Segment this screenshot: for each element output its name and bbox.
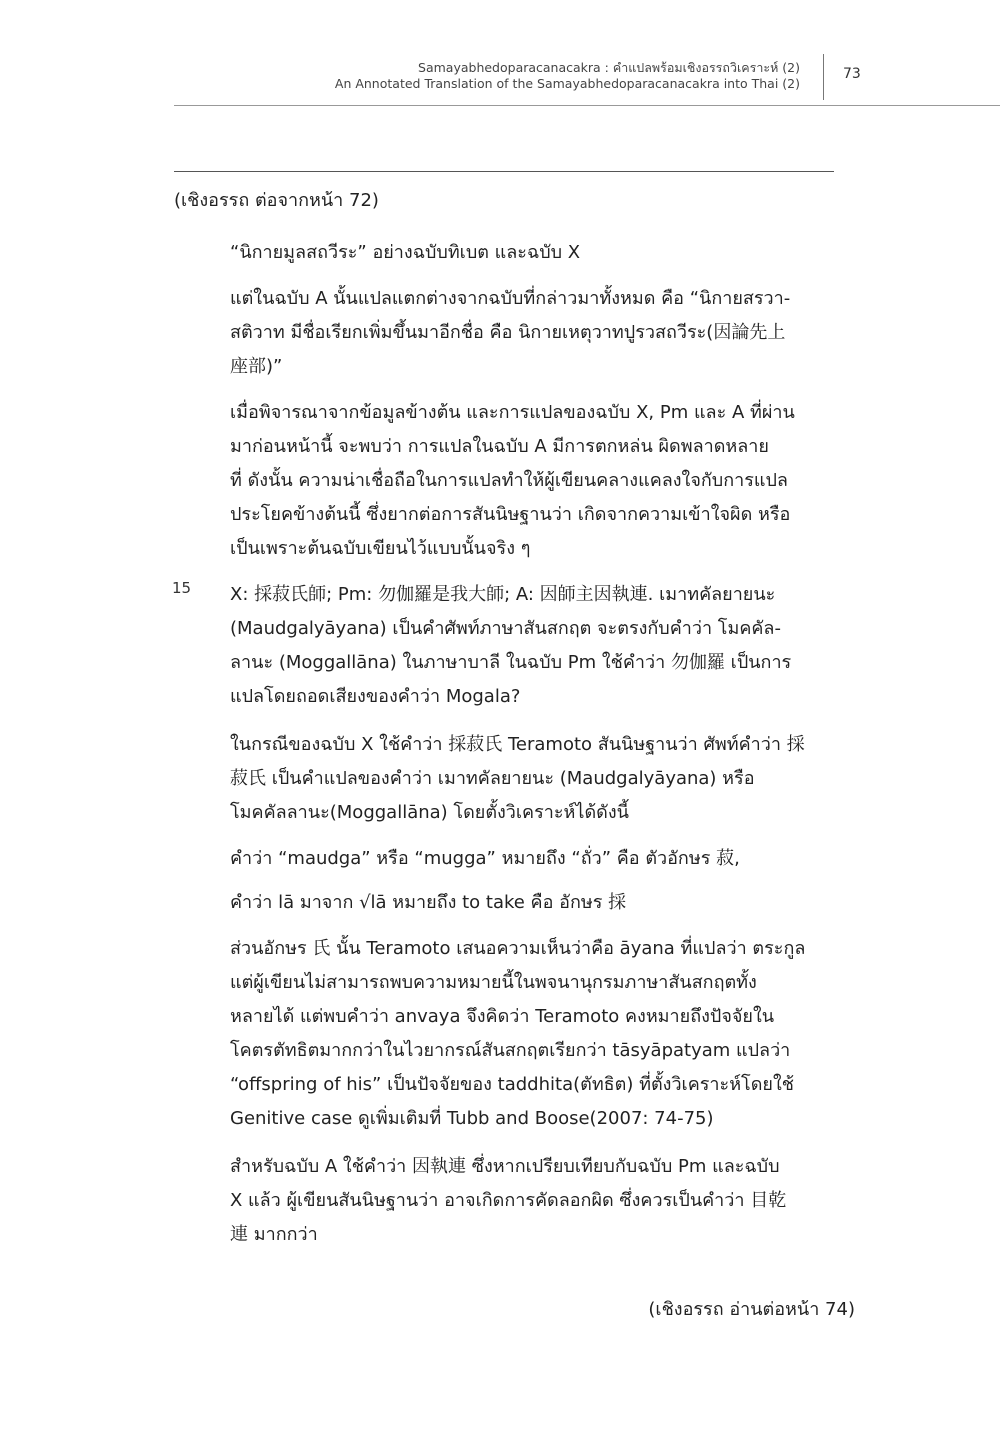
text-line: แปลโดยถอดเสียงของคำว่า Mogala? xyxy=(230,686,521,707)
text-line: เป็นเพราะต้นฉบับเขียนไว้แบบนั้นจริง ๆ xyxy=(230,538,531,559)
footnote-continued-next: (เชิงอรรถ อ่านต่อหน้า 74) xyxy=(648,1299,855,1320)
text-line: 座部)” xyxy=(230,356,283,377)
footnote-paragraph xyxy=(230,396,860,566)
footnote-rule xyxy=(174,171,834,172)
text-line: คำว่า lā มาจาก √lā หมายถึง to take คือ อักษร 採 xyxy=(230,892,627,913)
page-number: 73 xyxy=(843,66,861,82)
text-line: 菽氏 เป็นคำแปลของคำว่า เมาทคัลยายนะ (Maudgalyāyana) หรือ xyxy=(230,768,755,789)
text-line: สำหรับฉบับ A ใช้คำว่า 因執連 ซึ่งหากเปรียบเทียบกับฉบับ Pm และฉบับ xyxy=(230,1156,780,1177)
footnote-paragraph xyxy=(230,236,860,270)
text-line: แต่ผู้เขียนไม่สามารถพบความหมายนี้ในพจนานุกรมภาษาสันสกฤตทั้ง xyxy=(230,972,757,993)
footnote-paragraph xyxy=(230,578,860,714)
text-line: โคตรตัทธิตมากกว่าในไวยากรณ์สันสกฤตเรียกว่า tāsyāpatyam แปลว่า xyxy=(230,1040,791,1061)
running-header-line2: An Annotated Translation of the Samayabhedoparacanacakra into Thai (2) xyxy=(334,76,800,91)
footnote-paragraph xyxy=(230,1150,860,1252)
text-line: โมคคัลลานะ(Moggallāna) โดยตั้งวิเคราะห์ได้ดังนี้ xyxy=(230,802,629,823)
text-line: แต่ในฉบับ A นั้นแปลแตกต่างจากฉบับที่กล่าวมาทั้งหมด คือ “นิกายสรวา- xyxy=(230,288,791,309)
text-line: เมื่อพิจารณาจากข้อมูลข้างต้น และการแปลของฉบับ X, Pm และ A ที่ผ่าน xyxy=(230,402,795,423)
text-line: ประโยคข้างต้นนี้ ซึ่งยากต่อการสันนิษฐานว่า เกิดจากความเข้าใจผิด หรือ xyxy=(230,504,791,525)
text-line: “offspring of his” เป็นปัจจัยของ taddhita(ตัทธิต) ที่ตั้งวิเคราะห์โดยใช้ xyxy=(230,1074,794,1095)
footnote-paragraph xyxy=(230,886,860,920)
header-divider xyxy=(823,54,824,100)
text-line: X แล้ว ผู้เขียนสันนิษฐานว่า อาจเกิดการคัดลอกผิด ซึ่งควรเป็นคำว่า 目乾 xyxy=(230,1190,787,1211)
header-rule xyxy=(174,105,1000,106)
text-line: X: 採菽氏師; Pm: 勿伽羅是我大師; A: 因師主因執連. เมาทคัลยายนะ xyxy=(230,584,776,605)
footnote-paragraph xyxy=(230,932,860,1136)
text-line: ลานะ (Moggallāna) ในภาษาบาลี ในฉบับ Pm ใช้คำว่า 勿伽羅 เป็นการ xyxy=(230,652,792,673)
text-line: ในกรณีของฉบับ X ใช้คำว่า 採菽氏 Teramoto สันนิษฐานว่า ศัพท์คำว่า 採 xyxy=(230,734,805,755)
text-line: คำว่า “maudga” หรือ “mugga” หมายถึง “ถั่ว” คือ ตัวอักษร 菽, xyxy=(230,848,740,869)
footnote-continued-from: (เชิงอรรถ ต่อจากหน้า 72) xyxy=(174,190,379,211)
text-line: หลายได้ แต่พบคำว่า anvaya จึงคิดว่า Teramoto คงหมายถึงปัจจัยใน xyxy=(230,1006,775,1027)
text-line: ที่ ดังนั้น ความน่าเชื่อถือในการแปลทำให้ผู้เขียนคลางแคลงใจกับการแปล xyxy=(230,470,788,491)
text-line: สติวาท มีชื่อเรียกเพิ่มขึ้นมาอีกชื่อ คือ นิกายเหตุวาทปูรวสถวีระ(因論先上 xyxy=(230,322,786,343)
text-line: Genitive case ดูเพิ่มเติมที่ Tubb and Boose(2007: 74-75) xyxy=(230,1108,714,1129)
running-header-line1: Samayabhedoparacanacakra : คำแปลพร้อมเชิงอรรถวิเคราะห์ (2) xyxy=(418,60,800,75)
footnote-paragraph xyxy=(230,728,860,830)
text-line: 連 มากกว่า xyxy=(230,1224,318,1245)
text-line: ส่วนอักษร 氏 นั้น Teramoto เสนอความเห็นว่าคือ āyana ที่แปลว่า ตระกูล xyxy=(230,938,806,959)
text-line: “นิกายมูลสถวีระ” อย่างฉบับทิเบต และฉบับ X xyxy=(230,242,581,263)
text-line: มาก่อนหน้านี้ จะพบว่า การแปลในฉบับ A มีการตกหล่น ผิดพลาดหลาย xyxy=(230,436,769,457)
text-line: (Maudgalyāyana) เป็นคำศัพท์ภาษาสันสกฤต จะตรงกับคำว่า โมคคัล- xyxy=(230,618,781,639)
footnote-paragraph xyxy=(230,282,860,384)
footnote-paragraph xyxy=(230,842,860,876)
footnote-number: 15 xyxy=(172,579,192,597)
